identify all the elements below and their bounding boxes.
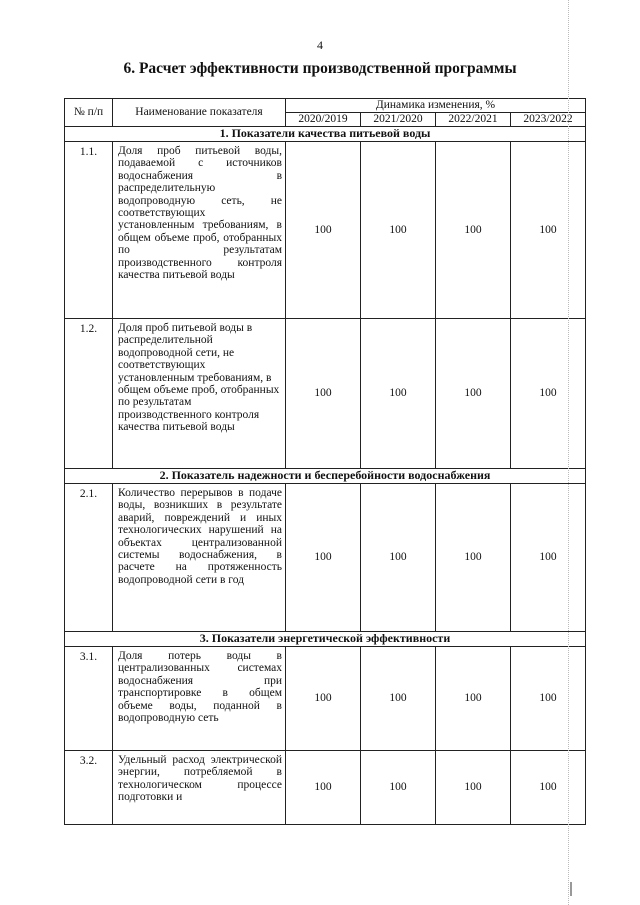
table-header-row — [65, 99, 586, 113]
section-title: 1. Показатели качества питьевой воды — [65, 127, 586, 142]
row-value: 100 — [511, 142, 586, 319]
row-value: 100 — [511, 751, 586, 825]
row-value: 100 — [361, 484, 436, 632]
section-row — [65, 469, 586, 484]
row-name: Доля проб питьевой воды, подаваемой с источников водоснабжения в распределительную водопроводную сеть, не соответствующих установленным требованиям, в общем объеме проб, отобранных по результатам производственного контроля качества питьевой воды — [113, 142, 286, 319]
page-number: 4 — [317, 38, 323, 52]
row-number: 1.2. — [65, 319, 113, 469]
section-title: 3. Показатели энергетической эффективности — [65, 632, 586, 647]
row-value: 100 — [436, 484, 511, 632]
row-value: 100 — [436, 647, 511, 751]
row-name: Доля проб питьевой воды в распределительной водопроводной сети, не соответствующих установленным требованиям, в общем объеме проб, отобранных по результатам производственного контроля качества питьевой воды — [113, 319, 286, 469]
row-value: 100 — [436, 751, 511, 825]
header-year: 2023/2022 — [511, 113, 586, 127]
row-value: 100 — [511, 319, 586, 469]
row-value: 100 — [511, 484, 586, 632]
table-row — [65, 142, 586, 319]
header-year: 2021/2020 — [361, 113, 436, 127]
header-year: 2020/2019 — [286, 113, 361, 127]
efficiency-table — [64, 98, 586, 825]
row-value: 100 — [286, 647, 361, 751]
row-value: 100 — [286, 319, 361, 469]
table-row — [65, 751, 586, 825]
row-value: 100 — [511, 647, 586, 751]
scan-edge-line — [568, 0, 570, 905]
row-number: 1.1. — [65, 142, 113, 319]
row-value: 100 — [361, 647, 436, 751]
row-number: 3.2. — [65, 751, 113, 825]
table-row — [65, 484, 586, 632]
row-value: 100 — [436, 142, 511, 319]
row-name: Доля потерь воды в централизованных системах водоснабжения при транспортировке в общем объеме воды, поданной в водопроводную сеть — [113, 647, 286, 751]
row-number: 3.1. — [65, 647, 113, 751]
row-value: 100 — [286, 142, 361, 319]
header-number: № п/п — [65, 99, 113, 127]
table-row — [65, 319, 586, 469]
header-name: Наименование показателя — [113, 99, 286, 127]
section-row — [65, 127, 586, 142]
row-name: Удельный расход электрической энергии, потребляемой в технологическом процессе подготовки и — [113, 751, 286, 825]
row-name: Количество перерывов в подаче воды, возникших в результате аварий, повреждений и иных технологических нарушений на объектах централизованной системы водоснабжения, в расчете на протяженность водопроводной сети в год — [113, 484, 286, 632]
page-title: 6. Расчет эффективности производственной программы — [123, 60, 517, 77]
header-dynamics: Динамика изменения, % — [286, 99, 586, 113]
section-title: 2. Показатель надежности и бесперебойности водоснабжения — [65, 469, 586, 484]
section-row — [65, 632, 586, 647]
table-row — [65, 647, 586, 751]
row-value: 100 — [361, 751, 436, 825]
row-value: 100 — [361, 142, 436, 319]
header-year: 2022/2021 — [436, 113, 511, 127]
row-value: 100 — [361, 319, 436, 469]
row-value: 100 — [286, 484, 361, 632]
row-value: 100 — [436, 319, 511, 469]
scan-edge-mark — [570, 882, 572, 896]
row-number: 2.1. — [65, 484, 113, 632]
row-value: 100 — [286, 751, 361, 825]
